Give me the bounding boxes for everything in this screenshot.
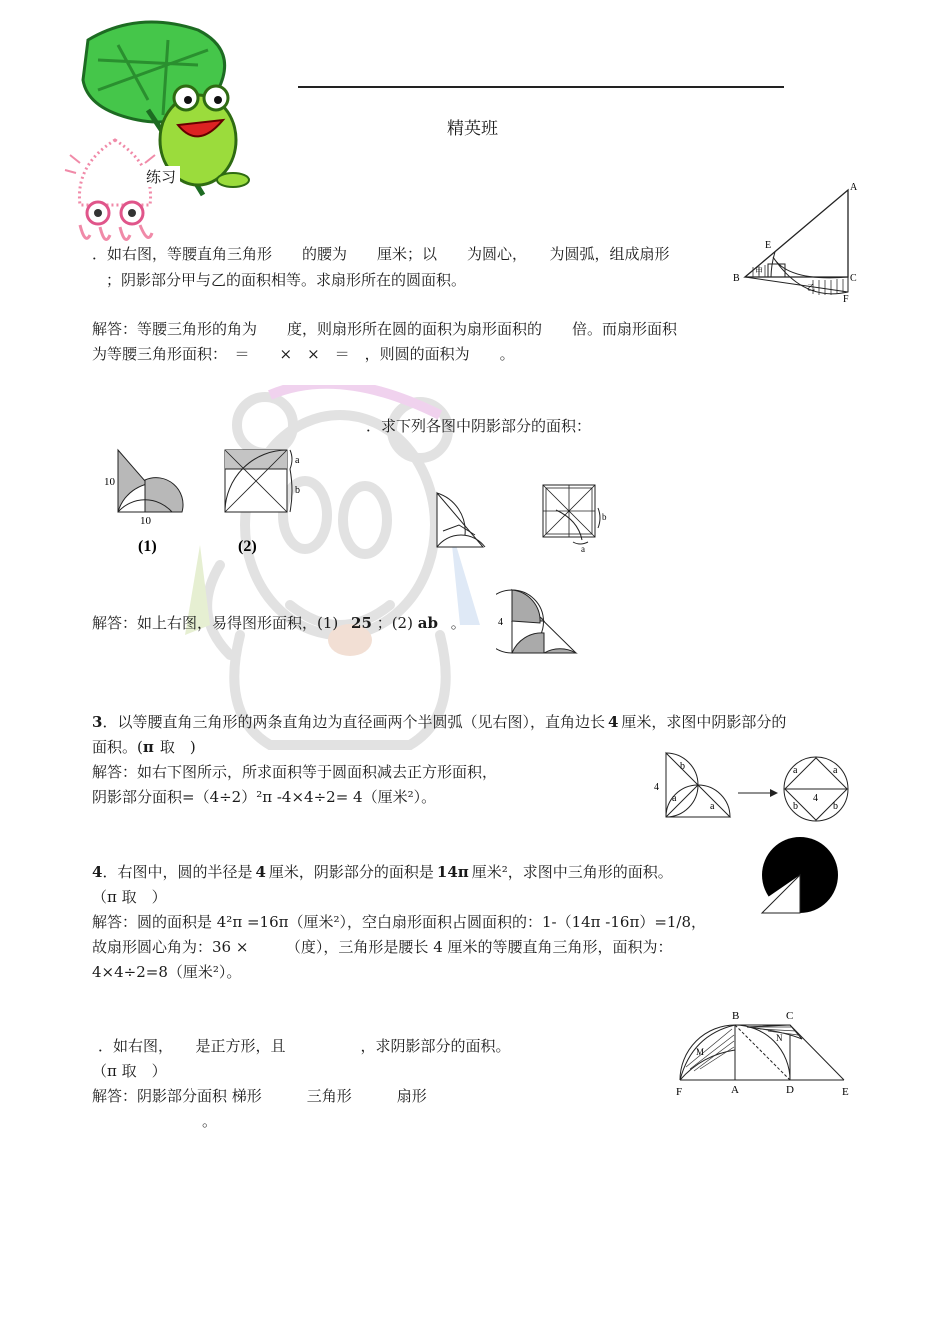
p2-fig4-label-b: b bbox=[602, 512, 607, 522]
p5-label-e: E bbox=[842, 1086, 849, 1098]
p2-figure-3 bbox=[425, 475, 495, 555]
p2-figure-2 bbox=[220, 445, 310, 555]
p1-label-f: F bbox=[843, 294, 849, 304]
p5-label-m: M bbox=[696, 1047, 705, 1057]
p4-question-a: ．右图中，圆的半径是 bbox=[102, 863, 253, 881]
p4-question-c: 厘米²，求图中三角形的面积。 bbox=[471, 863, 673, 881]
p5-answer-line2: 。 bbox=[202, 1112, 218, 1130]
p3-fig-label-a1: a bbox=[672, 793, 677, 804]
p5-question-line2: （π 取 ） bbox=[92, 1062, 167, 1080]
p1-label-e: E bbox=[765, 240, 772, 251]
p3-fig-label-4: 4 bbox=[813, 793, 818, 804]
p2-answer-mid: ；(2) bbox=[376, 614, 413, 632]
p2-answer-end: 。 bbox=[450, 614, 466, 632]
p1-label-jia: 甲 bbox=[755, 267, 763, 276]
p5-label-c: C bbox=[786, 1010, 794, 1022]
p2-figure-4 bbox=[538, 480, 618, 555]
p3-figure bbox=[650, 745, 860, 825]
p1-triangle-figure bbox=[733, 182, 863, 304]
p4-answer-line3: 4×4÷2=8（厘米²）。 bbox=[92, 963, 242, 981]
p2-figure-1 bbox=[100, 445, 190, 555]
p4-radius: 4 bbox=[255, 863, 266, 881]
p2-figure-5 bbox=[496, 585, 581, 657]
p4-question-line1 bbox=[92, 861, 673, 882]
p4-number: 4 bbox=[92, 863, 103, 881]
p2-fig5-side: 4 bbox=[498, 617, 503, 628]
p2-answer bbox=[92, 612, 466, 633]
p4-answer-line2: 故扇形圆心角为：36 × （度），三角形是腰长 4 厘米的等腰直角三角形，面积为： bbox=[92, 938, 673, 956]
p5-label-d: D bbox=[786, 1084, 794, 1096]
p3-question-line1 bbox=[92, 711, 786, 732]
p5-figure bbox=[672, 1005, 862, 1100]
p3-question-d: 取 ) bbox=[159, 738, 196, 756]
p3-fig-label-a2: a bbox=[710, 801, 715, 812]
p5-question: ．如右图， 是正方形，且 ，求阴影部分的面积。 bbox=[98, 1037, 511, 1055]
p3-fig-label-b3: b bbox=[833, 801, 838, 812]
p3-number: 3 bbox=[92, 713, 103, 731]
p1-label-b: B bbox=[733, 273, 740, 284]
p1-label-c: C bbox=[850, 273, 857, 284]
p3-fig-label-a4: a bbox=[833, 765, 838, 776]
p1-question-line2: ；阴影部分甲与乙的面积相等。求扇形所在的圆面积。 bbox=[106, 271, 467, 289]
p2-fig2-label-a: a bbox=[295, 455, 300, 466]
p2-question: ．求下列各图中阴影部分的面积： bbox=[366, 417, 592, 435]
p5-label-n: N bbox=[776, 1033, 783, 1043]
squid-illustration bbox=[60, 135, 170, 250]
p3-answer-line2: 阴影部分面积=（4÷2）²π -4×4÷2= 4（厘米²）。 bbox=[92, 788, 437, 806]
p3-length: 4 bbox=[607, 713, 619, 731]
p2-answer-value-2: ab bbox=[417, 614, 438, 632]
p3-question-a: ．以等腰直角三角形的两条直角边为直径画两个半圆弧（见右图），直角边长 bbox=[102, 713, 605, 731]
p3-answer-line1: 解答：如右下图所示，所求面积等于圆面积减去正方形面积， bbox=[92, 763, 498, 781]
p5-label-a: A bbox=[731, 1084, 739, 1096]
p4-area: 14π bbox=[436, 863, 469, 881]
p3-question-c: 面积。( bbox=[92, 738, 143, 756]
p2-fig2-caption: (2) bbox=[238, 538, 257, 555]
p3-fig-label-b1: b bbox=[680, 761, 685, 772]
p5-answer-line1: 解答：阴影部分面积 梯形 三角形 扇形 bbox=[92, 1087, 427, 1105]
p1-label-a: A bbox=[850, 182, 858, 193]
p4-figure bbox=[758, 835, 848, 917]
p3-fig-label-a3: a bbox=[793, 765, 798, 776]
p2-fig4-label-a: a bbox=[581, 544, 585, 554]
p1-answer-line2: 为等腰三角形面积： ＝ × × ＝ ，则圆的面积为 。 bbox=[92, 345, 515, 363]
p3-question-b: 厘米，求图中阴影部分的 bbox=[621, 713, 787, 731]
p1-question-line1: ．如右图，等腰直角三角形 的腰为 厘米；以 为圆心， 为圆弧，组成扇形 bbox=[92, 245, 670, 263]
p4-question-line2: （π 取 ） bbox=[92, 888, 167, 906]
p3-fig-label-b2: b bbox=[793, 801, 798, 812]
page-title: 精英班 bbox=[447, 119, 498, 139]
p2-fig2-label-b: b bbox=[295, 485, 300, 496]
p1-answer-line1: 解答：等腰三角形的角为 度，则扇形所在圆的面积为扇形面积的 倍。而扇形面积 bbox=[92, 320, 678, 338]
p2-answer-prefix: 解答：如上右图，易得图形面积，(1) bbox=[92, 614, 339, 632]
p4-label-o: O bbox=[791, 884, 799, 896]
p2-fig1-side-bottom: 10 bbox=[140, 515, 151, 527]
p4-answer-line1: 解答：圆的面积是 4²π =16π（厘米²），空白扇形面积占圆面积的：1-（14π -16π）=1/8， bbox=[92, 913, 707, 931]
p5-label-b: B bbox=[732, 1010, 740, 1022]
watermark-bear bbox=[180, 385, 510, 765]
p2-fig1-side-left: 10 bbox=[104, 476, 115, 488]
p5-label-f: F bbox=[676, 1086, 683, 1098]
header-rule bbox=[298, 86, 784, 88]
p3-fig-side: 4 bbox=[654, 782, 659, 793]
p1-label-yi: 乙 bbox=[807, 283, 815, 292]
p3-question-line2 bbox=[92, 736, 196, 757]
section-label: 练习 bbox=[142, 166, 180, 187]
p4-question-b: 厘米，阴影部分的面积是 bbox=[268, 863, 434, 881]
p2-answer-value-1: 25 bbox=[351, 614, 372, 632]
p3-pi: π bbox=[142, 738, 154, 756]
p2-fig1-caption: (1) bbox=[138, 538, 157, 555]
